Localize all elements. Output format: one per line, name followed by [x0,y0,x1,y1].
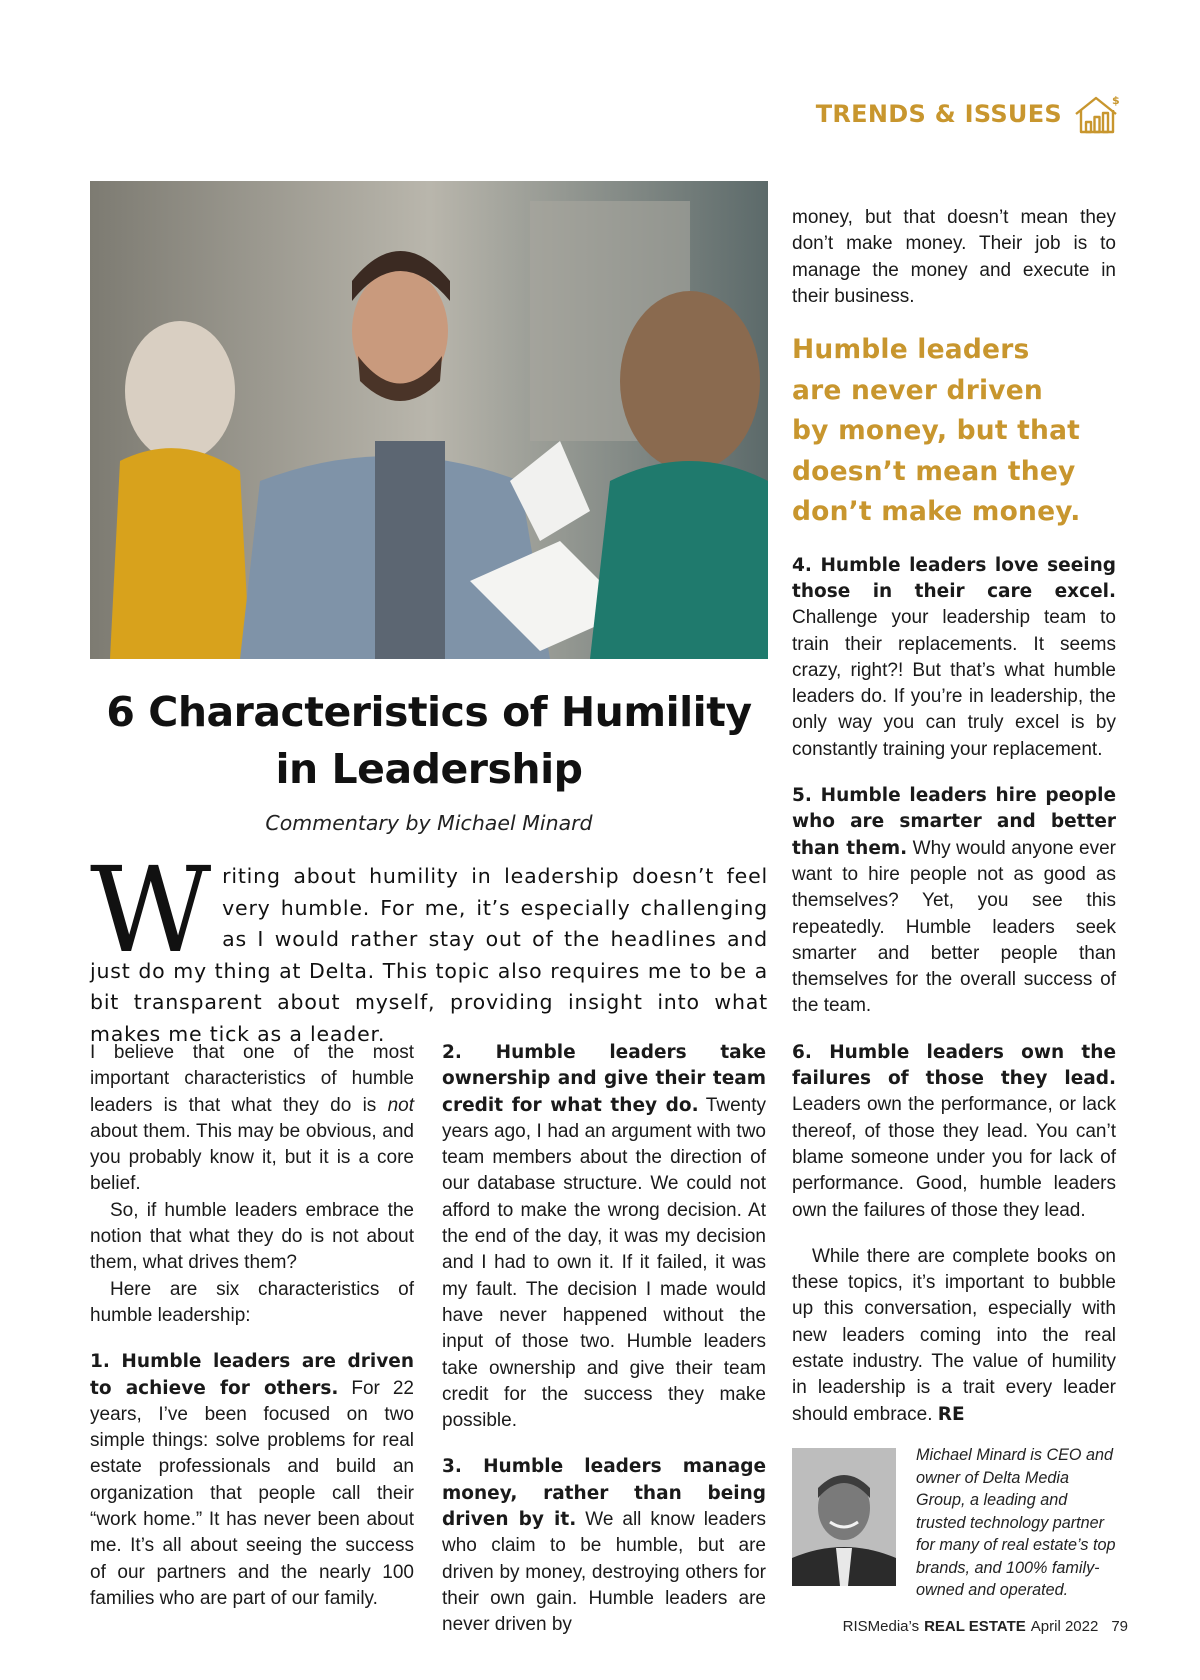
characteristic-text: Leaders own the performance, or lack thereof, of those they lead. You can’t blame someone under you for lack of performance. Good, humble leaders own the failures of those they lead. [792,1094,1116,1221]
column-2 [442,1040,766,1639]
pull-quote [792,330,1116,533]
characteristic-heading: 5. Humble leaders hire people who are smarter and better than them. [792,785,1116,859]
end-mark: RE [937,1403,965,1425]
characteristic-3 [442,1454,766,1638]
body-text: I believe that one of the most important characteristics of humble leaders is that what they do is [90,1042,414,1116]
characteristic-heading: 4. Humble leaders love seeing those in their care excel. [792,554,1116,602]
body-paragraph: money, but that doesn’t mean they don’t make money. Their job is to manage the money and execute in their business. [792,207,1116,307]
pull-quote-line: by money, but that [792,415,1081,447]
characteristic-text: For 22 years, I’ve been focused on two simple things: solve problems for real estate professionals and build an organization that people call their “work home.” It has never been about me. It’s all about seeing the success of our partners and the nearly 100 families who are part of our family. [90,1377,414,1609]
byline: Commentary by Michael Minard [265,811,593,835]
pull-quote-line: doesn’t mean they [792,455,1076,487]
column-3 [792,205,1116,1428]
characteristic-4 [792,553,1116,763]
closing-text: While there are complete books on these topics, it’s important to bubble up this conversation, especially with new leaders coming into the real estate industry. The value of humility in leadership is a trait every leader should embrace. [792,1245,1116,1425]
body-paragraph: Here are six characteristics of humble leadership: [90,1278,414,1326]
column-1 [90,1040,414,1612]
svg-text:$: $ [1112,94,1120,107]
pull-quote-line: are never driven [792,374,1043,406]
characteristic-heading: 2. Humble leaders take ownership and give their team credit for what they do. [442,1042,766,1116]
house-chart-icon [1072,92,1122,136]
drop-cap: W [90,841,213,979]
article-title [90,684,768,798]
article-title-line1: 6 Characteristics of Humility [106,688,752,736]
section-label: TRENDS & ISSUES [815,100,1062,128]
characteristic-1 [90,1349,414,1612]
body-paragraph: So, if humble leaders embrace the notion that what they do is not about them, what drives them? [90,1199,414,1274]
closing-paragraph [792,1244,1116,1428]
pull-quote-line: Humble leaders [792,334,1030,366]
characteristic-text: We all know leaders who claim to be humble, but are driven by money, destroying others for their own gain. Humble leaders are never driven by [442,1509,767,1636]
body-paragraph [90,1040,414,1198]
characteristic-text: Why would anyone ever want to hire people not as good as themselves? Yet, you see this repeatedly. Humble leaders seek smarter and better people than themselves for the overall success of the team. [792,837,1116,1017]
page-number: 79 [1111,1618,1128,1635]
author-bio [792,1444,1116,1599]
pull-quote-line: don’t make money. [792,496,1081,528]
characteristic-text: Challenge your leadership team to train their replacements. It seems crazy, right?! But that’s what humble leaders do. If you’re in leadership, the only way you can truly excel is by constantly training your replacement. [792,607,1116,760]
lead-paragraph [90,841,768,1050]
hero-photo [90,181,768,659]
issue-date: April 2022 [1030,1618,1099,1635]
characteristic-6 [792,1040,1116,1224]
lead-text: riting about humility in leadership doesn’t feel very humble. For me, it’s especially challenging as I would rather stay out of the headlines and just do my thing at Delta. This topic also requires me to be a bit transparent about myself, providing insight into what makes me tick as a leader. [90,864,768,1046]
characteristic-heading: 3. Humble leaders manage money, rather than being driven by it. [442,1456,766,1531]
section-header [816,92,1122,136]
body-text: about them. This may be obvious, and you probably know it, but it is a core belief. [90,1120,414,1195]
publication-prefix: RISMedia’s [842,1618,920,1635]
characteristic-2 [442,1040,766,1434]
author-photo [792,1448,896,1586]
characteristic-5 [792,783,1116,1020]
publication-name: REAL ESTATE [924,1618,1026,1635]
author-bio-text: Michael Minard is CEO and owner of Delta Media Group, a leading and trusted technology partner for many of real estate’s top brands, and 100% family-owned and operated. [916,1446,1116,1599]
characteristic-text: Twenty years ago, I had an argument with two team members about the direction of our database structure. We could not afford to make the wrong decision. At the end of the day, it was my decision and I had to own it. If it failed, it was my fault. The decision I made would have never happened without the input of those two. Humble leaders take ownership and give their team credit for the success they make possible. [442,1094,766,1432]
article-title-line2: in Leadership [275,745,583,793]
characteristic-heading: 1. Humble leaders are driven to achieve for others. [90,1351,414,1399]
characteristic-heading: 6. Humble leaders own the failures of those they lead. [792,1041,1116,1090]
page-footer [843,1618,1128,1635]
emphasis-text: not [387,1094,414,1116]
